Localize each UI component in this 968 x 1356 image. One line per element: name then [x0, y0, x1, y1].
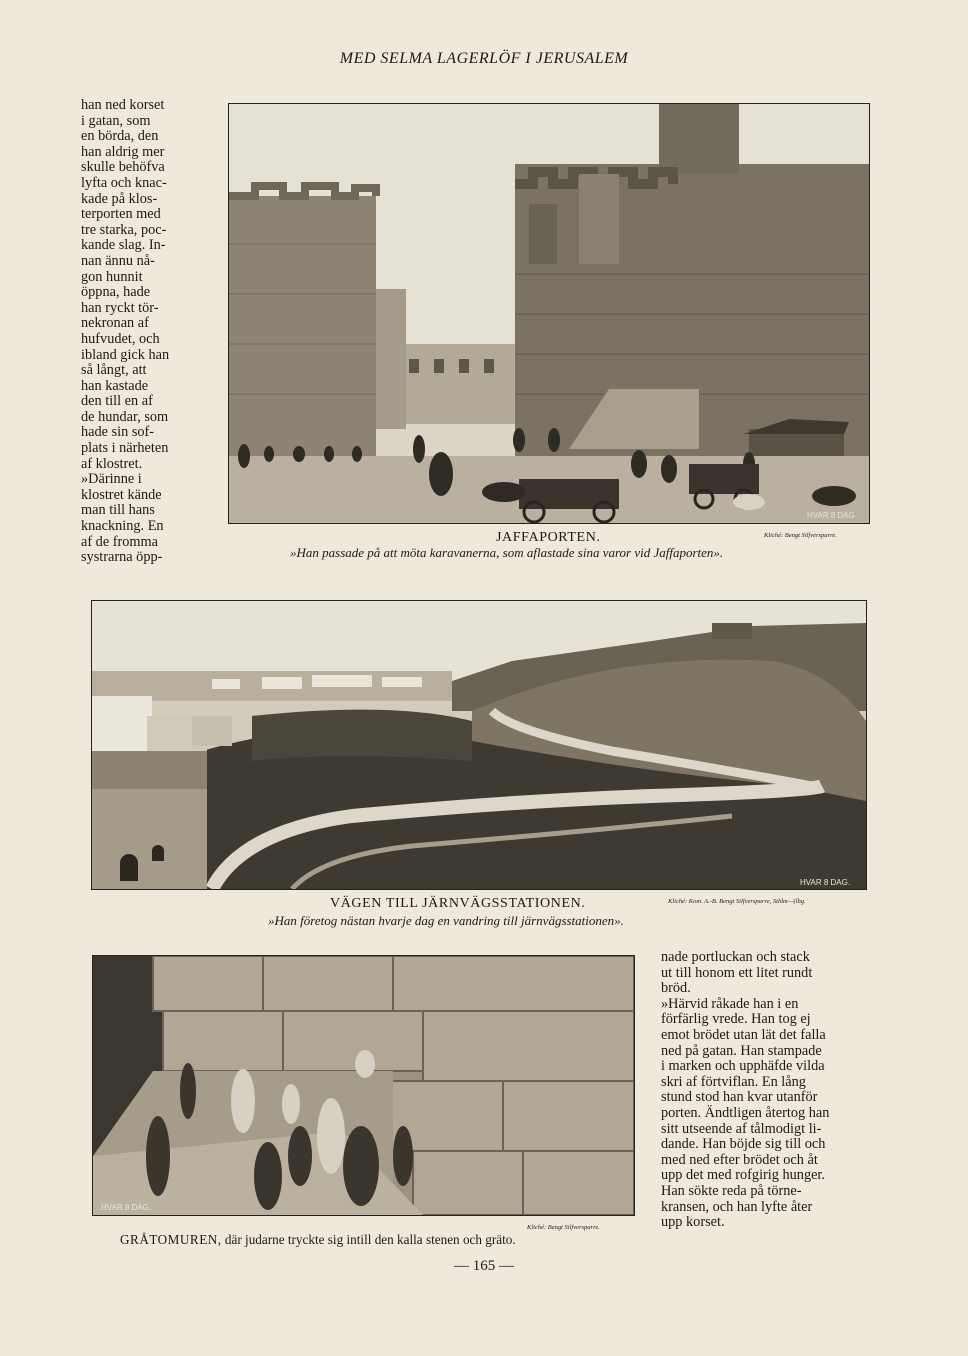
figure-caption-rest: där judarne tryckte sig intill den kalla stenen och gräto. [224, 1232, 516, 1247]
figure-quote: »Han passade på att möta karavanerna, som aflastade sina varor vid Jaffaporten». [290, 545, 724, 560]
page-number: — 165 — [454, 1258, 514, 1274]
photo-watermark: HVAR 8 DAG. [101, 1203, 152, 1212]
figure-title-gratomuren: GRÅTOMUREN, [120, 1232, 222, 1247]
figure-title-jaffaporten: JAFFAPORTEN. [496, 530, 601, 545]
figure-credit: Kliché: Bengt Silfversparre. [527, 1224, 600, 1231]
photo-watermark: HVAR 8 DAG. [800, 878, 851, 887]
running-head: MED SELMA LAGERLÖF I JERUSALEM [339, 50, 629, 67]
road-to-station-photo [91, 600, 867, 890]
figure-title-vagen: VÄGEN TILL JÄRNVÄGSSTATIONEN. [330, 896, 586, 911]
figure-caption-gratomuren [120, 1232, 516, 1248]
figure-quote: »Han företog nästan hvarje dag en vandring till järnvägsstationen». [268, 913, 624, 928]
left-column-text: han ned korset i gatan, som en börda, den han aldrig mer skulle behöfva lyfta och knac- kade på klos- terporten med tre starka, poc- kande slag. In- nan ännu nå- gon hunnit öppna, hade han ryckt tör- nekronan af hufvudet, och ibland gick han så långt, att han kastade den till en af de hundar, som hade sin sof- plats i närheten af klostret. »Därinne i klostret kände man till hans knackning. En af de fromma systrarna öpp- [81, 97, 170, 566]
photo-watermark: HVAR 8 DAG [807, 511, 855, 520]
jaffa-gate-photo [228, 103, 870, 524]
right-column-text: nade portluckan och stack ut till honom ett litet rundt bröd. »Härvid råkade han i en förfärlig vrede. Han tog ej emot brödet utan lät det falla ned på gatan. Han stampade i marken och upphäfde vilda skri af förtviflan. En lång stund stod han kvar utanför porten. Ändtligen återtog han sitt utseende af tålmodigt li- dande. Han böjde sig till och med ned efter brödet och åt upp det med rofgirig hunger. Han sökte reda på törne- kransen, och han lyfte åter upp korset. [661, 949, 830, 1231]
figure-credit: Kliché: Kom. A.-B. Bengt Silfversparre, Sthlm—(lbg. [668, 898, 806, 905]
figure-credit: Kliché: Bengt Silfversparre. [764, 532, 837, 539]
wailing-wall-photo [92, 955, 635, 1216]
